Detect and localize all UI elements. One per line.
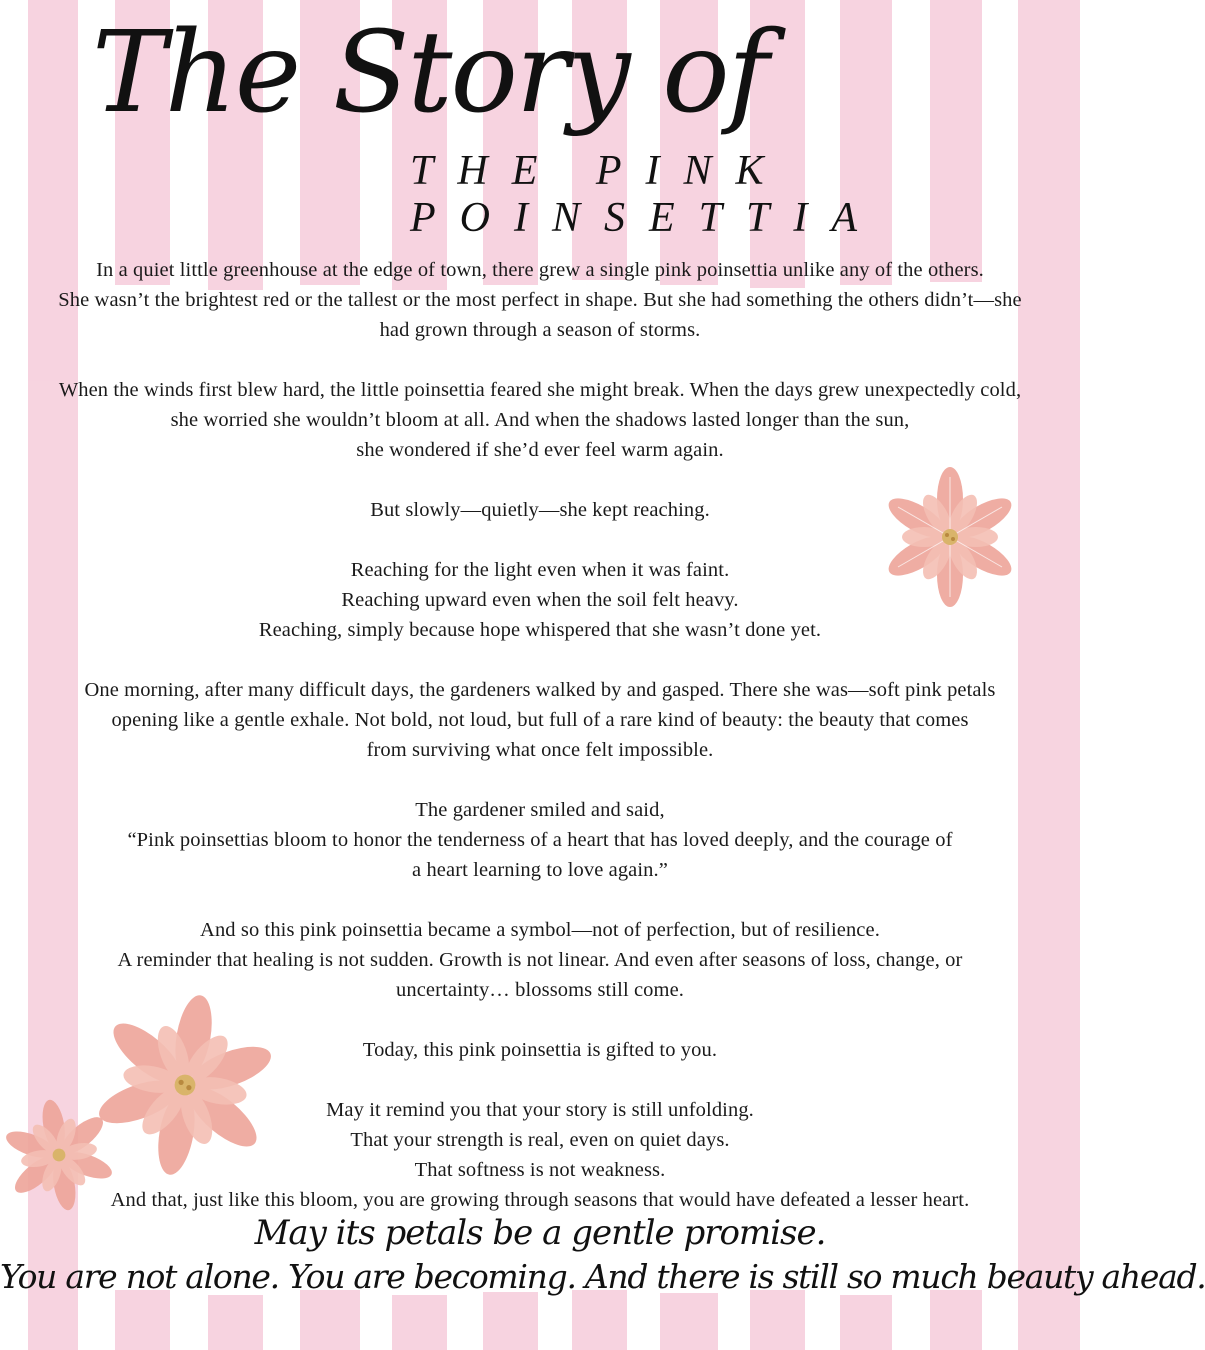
story-paragraph bbox=[10, 495, 1070, 525]
story-line: That your strength is real, even on quiet days. bbox=[350, 1129, 730, 1151]
closing-line-1: May its petals be a gentle promise. bbox=[254, 1213, 826, 1253]
story-line: A reminder that healing is not sudden. Growth is not linear. And even after seasons of loss, change, or bbox=[117, 949, 963, 971]
story-line: she wondered if she’d ever feel warm again. bbox=[356, 439, 724, 461]
story-line: Reaching for the light even when it was faint. bbox=[350, 559, 730, 581]
story-paragraph bbox=[10, 255, 1070, 345]
title-caps-line-1: THE PINK bbox=[410, 148, 788, 194]
story-line: But slowly—quietly—she kept reaching. bbox=[370, 499, 710, 521]
story-line: Today, this pink poinsettia is gifted to you. bbox=[362, 1039, 718, 1061]
story-line: Reaching upward even when the soil felt heavy. bbox=[341, 589, 739, 611]
story-paragraph bbox=[10, 375, 1070, 465]
story-line: One morning, after many difficult days, the gardeners walked by and gasped. There she was—soft pink petals bbox=[84, 679, 996, 701]
story-line: When the winds first blew hard, the little poinsettia feared she might break. When the days grew unexpectedly cold, bbox=[58, 379, 1022, 401]
story-line: a heart learning to love again.” bbox=[412, 859, 668, 881]
story-line: from surviving what once felt impossible. bbox=[366, 739, 714, 761]
title-script: The Story of bbox=[92, 8, 768, 138]
story-paragraph bbox=[10, 555, 1070, 645]
story-line: uncertainty… blossoms still come. bbox=[396, 979, 684, 1001]
story-paragraph bbox=[10, 1095, 1070, 1215]
story-line: “Pink poinsettias bloom to honor the tenderness of a heart that has loved deeply, and the courage of bbox=[127, 829, 953, 851]
story-line: She wasn’t the brightest red or the tallest or the most perfect in shape. But she had something the others didn’t—she bbox=[58, 289, 1022, 311]
story-line: had grown through a season of storms. bbox=[379, 319, 701, 341]
story-line: The gardener smiled and said, bbox=[415, 799, 665, 821]
story-line: In a quiet little greenhouse at the edge of town, there grew a single pink poinsettia unlike any of the others. bbox=[96, 259, 984, 281]
closing-line-2: You are not alone. You are becoming. And there is still so much beauty ahead. bbox=[0, 1257, 1205, 1296]
story-line: she worried she wouldn’t bloom at all. And when the shadows lasted longer than the sun, bbox=[170, 409, 910, 431]
story-line: May it remind you that your story is still unfolding. bbox=[326, 1099, 754, 1121]
story-paragraph bbox=[10, 915, 1070, 1005]
story-line: opening like a gentle exhale. Not bold, not loud, but full of a rare kind of beauty: the beauty that comes bbox=[111, 709, 969, 731]
story-paragraph bbox=[10, 795, 1070, 885]
story-paragraph bbox=[10, 1035, 1070, 1065]
story-line: That softness is not weakness. bbox=[414, 1159, 666, 1181]
story-paragraph bbox=[10, 675, 1070, 765]
story-line: And so this pink poinsettia became a symbol—not of perfection, but of resilience. bbox=[200, 919, 880, 941]
story-body bbox=[10, 255, 1070, 1215]
story-line: Reaching, simply because hope whispered that she wasn’t done yet. bbox=[258, 619, 822, 641]
title-caps-line-2: POINSETTIA bbox=[410, 195, 881, 241]
story-line: And that, just like this bloom, you are growing through seasons that would have defeated a lesser heart. bbox=[110, 1189, 970, 1211]
